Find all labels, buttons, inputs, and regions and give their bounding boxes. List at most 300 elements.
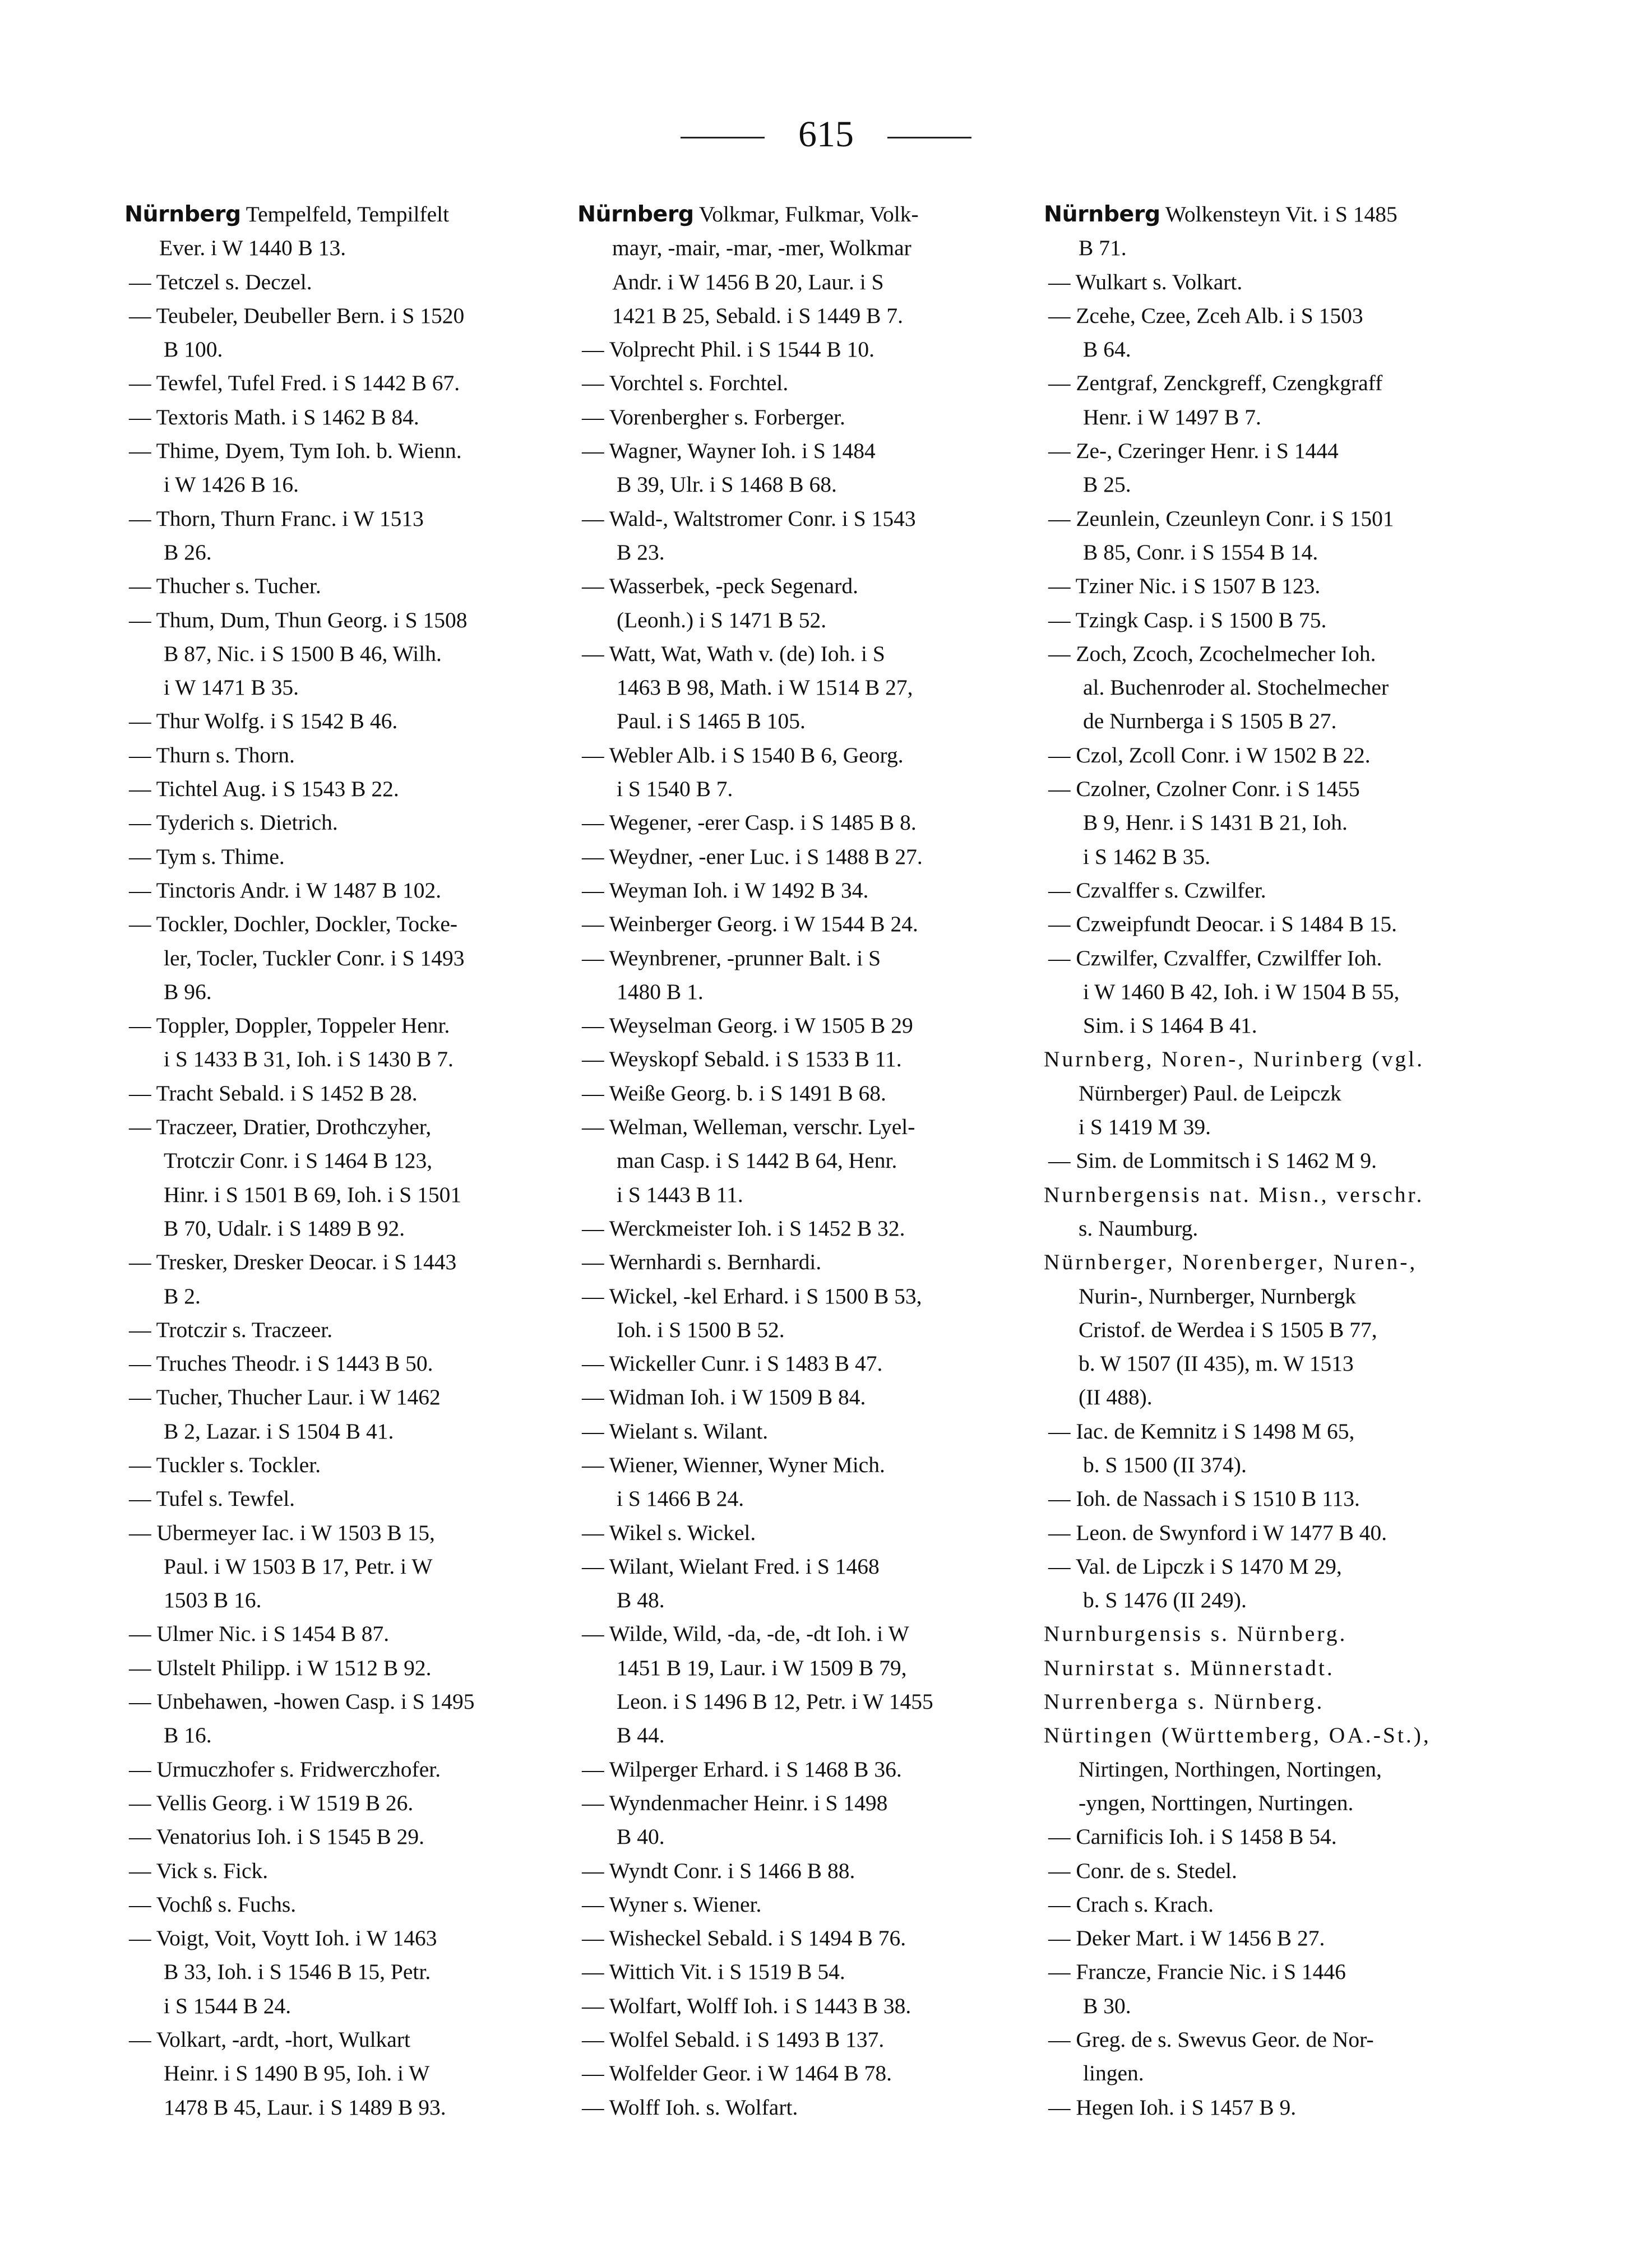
- index-entry: [577, 1245, 1043, 1279]
- entry-line: [582, 873, 1043, 907]
- entry-continuation: [129, 975, 576, 1009]
- entry-text: B 100.: [164, 337, 223, 362]
- entry-text: Cristof. de Werdea i S 1505 B 77,: [1079, 1317, 1377, 1342]
- entry-text: — Sim. de Lommitsch i S 1462 M 9.: [1048, 1148, 1377, 1173]
- entry-continuation: [582, 1583, 1043, 1617]
- entry-continuation: [124, 231, 576, 265]
- index-entry: [124, 840, 576, 873]
- entry-text: — Traczeer, Dratier, Drothczyher,: [129, 1114, 432, 1140]
- entry-text: (II 488).: [1079, 1385, 1153, 1410]
- entry-line: [1048, 603, 1503, 637]
- entry-text: — Wolfelder Geor. i W 1464 B 78.: [582, 2061, 892, 2086]
- entry-text: B 33, Ioh. i S 1546 B 15, Petr.: [164, 1959, 431, 1985]
- entry-line: [582, 1921, 1043, 1955]
- entry-text: — Conr. de s. Stedel.: [1048, 1858, 1237, 1883]
- entry-text: — Wittich Vit. i S 1519 B 54.: [582, 1959, 845, 1985]
- index-entry: [124, 265, 576, 299]
- entry-text: — Zentgraf, Zenckgreff, Czengkgraff: [1048, 371, 1383, 396]
- entry-continuation: [129, 941, 576, 975]
- entry-line: [582, 569, 1043, 603]
- entry-text: — Wikel s. Wickel.: [582, 1520, 756, 1545]
- index-entry: [577, 197, 1043, 332]
- entry-line: [124, 197, 576, 231]
- entry-line: [129, 603, 576, 637]
- index-entry: [577, 332, 1043, 366]
- entry-line: [129, 1313, 576, 1347]
- entry-line: [582, 1550, 1043, 1583]
- header-rule-right: [887, 137, 971, 138]
- entry-text: — Thum, Dum, Thun Georg. i S 1508: [129, 607, 468, 632]
- entry-continuation: [129, 332, 576, 366]
- index-entry: [124, 1921, 576, 2023]
- entry-text: Ioh. i S 1500 B 52.: [617, 1317, 785, 1342]
- entry-line: [582, 1989, 1043, 2023]
- entry-text: — Wickeller Cunr. i S 1483 B 47.: [582, 1351, 883, 1376]
- index-entry: [1044, 1414, 1503, 1482]
- entry-text: Sim. i S 1464 B 41.: [1083, 1013, 1257, 1038]
- entry-text: Andr. i W 1456 B 20, Laur. i S: [612, 269, 884, 294]
- entry-text: mayr, -mair, -mar, -mer, Wolkmar: [612, 235, 911, 261]
- entry-text: 1463 B 98, Math. i W 1514 B 27,: [617, 675, 913, 700]
- index-entry: [1044, 434, 1503, 502]
- entry-line: [582, 434, 1043, 468]
- index-entry: [124, 907, 576, 1009]
- entry-continuation: [1048, 468, 1503, 501]
- index-entry: [124, 1651, 576, 1685]
- entry-line: [129, 1076, 576, 1110]
- entry-text: i S 1433 B 31, Ioh. i S 1430 B 7.: [164, 1047, 454, 1072]
- entry-text: — Wyndt Conr. i S 1466 B 88.: [582, 1858, 855, 1883]
- index-entry: [1044, 1888, 1503, 1921]
- entry-text: — Weinberger Georg. i W 1544 B 24.: [582, 912, 918, 937]
- entry-continuation: [129, 1144, 576, 1177]
- entry-text: i S 1462 B 35.: [1083, 844, 1211, 869]
- index-entry: [577, 1955, 1043, 1988]
- entry-continuation: [582, 975, 1043, 1009]
- entry-continuation: [129, 1414, 576, 1448]
- entry-line: [1048, 873, 1503, 907]
- entry-line: [129, 772, 576, 806]
- index-entry: [577, 366, 1043, 400]
- entry-text: s. Naumburg.: [1079, 1215, 1198, 1241]
- entry-line: [582, 2056, 1043, 2090]
- entry-text: — Wisheckel Sebald. i S 1494 B 76.: [582, 1926, 906, 1951]
- entry-text: Nürnberger) Paul. de Leipczk: [1079, 1080, 1341, 1106]
- entry-text: Nurnburgensis s. Nürnberg.: [1044, 1621, 1348, 1646]
- entry-text: — Wulkart s. Volkart.: [1048, 269, 1243, 294]
- entry-text: — Leon. de Swynford i W 1477 B 40.: [1048, 1520, 1387, 1545]
- entry-line: [129, 738, 576, 772]
- entry-line: [1048, 1888, 1503, 1921]
- entry-text: Wolkensteyn Vit. i S 1485: [1160, 202, 1398, 226]
- index-entry: [577, 1042, 1043, 1076]
- entry-line: [129, 1110, 576, 1144]
- entry-text: B 26.: [164, 539, 212, 565]
- entry-continuation: [582, 1718, 1043, 1752]
- index-entry: [124, 1854, 576, 1888]
- entry-text: — Tyderich s. Dietrich.: [129, 810, 338, 835]
- entry-text: — Zeunlein, Czeunleyn Conr. i S 1501: [1048, 506, 1394, 531]
- entry-text: — Weyskopf Sebald. i S 1533 B 11.: [582, 1047, 902, 1072]
- entry-text: — Wolfel Sebald. i S 1493 B 137.: [582, 2027, 885, 2052]
- entry-text: — Weydner, -ener Luc. i S 1488 B 27.: [582, 844, 923, 869]
- entry-text: — Thorn, Thurn Franc. i W 1513: [129, 506, 424, 531]
- column-left: [124, 197, 576, 2124]
- index-entry: [124, 772, 576, 806]
- entry-text: Nirtingen, Northingen, Nortingen,: [1079, 1756, 1382, 1782]
- entry-text: — Tinctoris Andr. i W 1487 B 102.: [129, 877, 442, 903]
- entry-line: [582, 366, 1043, 400]
- entry-text: — Ubermeyer Iac. i W 1503 B 15,: [129, 1520, 435, 1545]
- entry-line: [1048, 907, 1503, 941]
- entry-line: [1048, 1144, 1503, 1177]
- index-entry: [1044, 1245, 1503, 1414]
- entry-line: [582, 400, 1043, 434]
- entry-line: [582, 1854, 1043, 1888]
- page-header: [0, 112, 1652, 157]
- entry-continuation: [1048, 2056, 1503, 2090]
- entry-line: [1048, 265, 1503, 299]
- entry-continuation: [1044, 1279, 1503, 1313]
- index-entry: [577, 1211, 1043, 1245]
- entry-line: [1048, 1854, 1503, 1888]
- entry-line: [129, 434, 576, 468]
- entry-text: B 96.: [164, 979, 212, 1004]
- entry-text: — Wilde, Wild, -da, -de, -dt Ioh. i W: [582, 1621, 909, 1646]
- index-entry: [577, 907, 1043, 941]
- entry-continuation: [129, 1279, 576, 1313]
- entry-text: Nürtingen (Württemberg, OA.-St.),: [1044, 1723, 1431, 1748]
- index-entry: [577, 434, 1043, 502]
- entry-text: — Volkart, -ardt, -hort, Wulkart: [129, 2027, 410, 2052]
- entry-text: — Czol, Zcoll Conr. i W 1502 B 22.: [1048, 742, 1371, 767]
- entry-continuation: [129, 535, 576, 569]
- entry-text: — Vochß s. Fuchs.: [129, 1891, 297, 1917]
- entry-text: — Tuckler s. Tockler.: [129, 1452, 321, 1477]
- entry-continuation: [577, 265, 1043, 299]
- entry-text: B 16.: [164, 1723, 212, 1748]
- entry-line: [129, 840, 576, 873]
- index-entry: [577, 1076, 1043, 1110]
- index-entry: [577, 1347, 1043, 1380]
- entry-line: [1048, 2090, 1503, 2124]
- entry-line: [1048, 772, 1503, 806]
- entry-text: Nurin-, Nurnberger, Nurnbergk: [1079, 1283, 1356, 1308]
- entry-line: [1048, 1516, 1503, 1550]
- entry-text: B 71.: [1079, 235, 1127, 261]
- index-entry: [577, 1448, 1043, 1516]
- entry-line: [582, 1042, 1043, 1076]
- entry-text: — Volprecht Phil. i S 1544 B 10.: [582, 337, 874, 362]
- entry-continuation: [1044, 1211, 1503, 1245]
- entry-continuation: [129, 2056, 576, 2090]
- index-entry: [124, 1009, 576, 1076]
- entry-text: — Tzingk Casp. i S 1500 B 75.: [1048, 607, 1327, 632]
- entry-text: i W 1426 B 16.: [164, 472, 299, 497]
- entry-text: — Czvalffer s. Czwilfer.: [1048, 877, 1266, 903]
- entry-text: Tempelfeld, Tempilfelt: [240, 202, 450, 226]
- entry-line: [582, 1110, 1043, 1144]
- entry-text: — Tockler, Dochler, Dockler, Tocke-: [129, 912, 458, 937]
- entry-text: b. S 1500 (II 374).: [1083, 1452, 1247, 1477]
- entry-line: [129, 1786, 576, 1820]
- entry-line: [129, 1854, 576, 1888]
- entry-text: b. S 1476 (II 249).: [1083, 1588, 1247, 1613]
- entry-continuation: [582, 535, 1043, 569]
- entry-text: man Casp. i S 1442 B 64, Henr.: [617, 1148, 897, 1173]
- entry-continuation: [1048, 670, 1503, 704]
- entry-continuation: [1044, 1313, 1503, 1347]
- entry-text: Nurrenberga s. Nürnberg.: [1044, 1689, 1325, 1714]
- entry-line: [1048, 569, 1503, 603]
- entry-line: [129, 265, 576, 299]
- entry-text: B 25.: [1083, 472, 1131, 497]
- entry-continuation: [582, 1178, 1043, 1211]
- index-entry: [1044, 197, 1503, 265]
- entry-text: Paul. i W 1503 B 17, Petr. i W: [164, 1553, 433, 1579]
- entry-line: [129, 1752, 576, 1786]
- index-entry: [1044, 1144, 1503, 1177]
- entry-continuation: [129, 1583, 576, 1617]
- index-entry: [124, 400, 576, 434]
- index-entry: [1044, 569, 1503, 603]
- entry-text: — Wagner, Wayner Ioh. i S 1484: [582, 438, 876, 464]
- entry-text: — Voigt, Voit, Voytt Ioh. i W 1463: [129, 1926, 437, 1951]
- index-entry: [1044, 1042, 1503, 1144]
- index-entry: [124, 1110, 576, 1245]
- entry-text: ler, Tocler, Tuckler Conr. i S 1493: [164, 945, 465, 970]
- entry-line: [1048, 738, 1503, 772]
- index-entry: [577, 1279, 1043, 1347]
- entry-text: — Hegen Ioh. i S 1457 B 9.: [1048, 2094, 1297, 2120]
- entry-line: [129, 1380, 576, 1414]
- entry-text: — Tracht Sebald. i S 1452 B 28.: [129, 1080, 418, 1106]
- entry-text: — Weyman Ioh. i W 1492 B 34.: [582, 877, 869, 903]
- entry-continuation: [129, 1989, 576, 2023]
- index-entry: [577, 806, 1043, 839]
- entry-text: — Urmuczhofer s. Fridwerczhofer.: [129, 1756, 441, 1782]
- entry-continuation: [129, 670, 576, 704]
- entry-line: [1044, 197, 1503, 231]
- entry-text: Heinr. i S 1490 B 95, Ioh. i W: [164, 2061, 430, 2086]
- entry-text: al. Buchenroder al. Stochelmecher: [1083, 675, 1389, 700]
- entry-continuation: [1044, 231, 1503, 265]
- entry-text: — Weynbrener, -prunner Balt. i S: [582, 945, 881, 970]
- entry-text: — Wyndenmacher Heinr. i S 1498: [582, 1790, 888, 1815]
- entry-line: [129, 366, 576, 400]
- entry-line: [582, 1888, 1043, 1921]
- entry-text: Leon. i S 1496 B 12, Petr. i W 1455: [617, 1689, 933, 1714]
- index-entry: [124, 806, 576, 839]
- index-entry: [1044, 1178, 1503, 1246]
- entry-text: Trotczir Conr. i S 1464 B 123,: [164, 1148, 433, 1173]
- index-entry: [577, 637, 1043, 738]
- entry-text: de Nurnberga i S 1505 B 27.: [1083, 709, 1337, 734]
- index-entry: [577, 569, 1043, 637]
- entry-line: [1048, 1921, 1503, 1955]
- entry-line: [577, 197, 1043, 231]
- entry-text: Henr. i W 1497 B 7.: [1083, 404, 1261, 429]
- index-entry: [577, 1752, 1043, 1786]
- entry-line: [582, 806, 1043, 839]
- entry-text: i S 1466 B 24.: [617, 1486, 744, 1511]
- entry-line: [129, 704, 576, 738]
- entry-text: — Tresker, Dresker Deocar. i S 1443: [129, 1250, 457, 1275]
- entry-continuation: [582, 468, 1043, 501]
- entry-text: — Wickel, -kel Erhard. i S 1500 B 53,: [582, 1283, 922, 1308]
- index-entry: [577, 400, 1043, 434]
- index-entry: [577, 1786, 1043, 1854]
- entry-text: B 64.: [1083, 337, 1131, 362]
- index-entry: [1044, 1718, 1503, 1820]
- entry-text: — Crach s. Krach.: [1048, 1891, 1214, 1917]
- entry-line: [582, 1076, 1043, 1110]
- entry-line: [129, 907, 576, 941]
- entry-text: 1478 B 45, Laur. i S 1489 B 93.: [164, 2094, 446, 2120]
- entry-text: i S 1544 B 24.: [164, 1993, 291, 2018]
- entry-continuation: [582, 670, 1043, 704]
- index-entry: [577, 1110, 1043, 1211]
- entry-line: [1048, 299, 1503, 332]
- index-entry: [124, 1245, 576, 1313]
- entry-text: — Ioh. de Nassach i S 1510 B 113.: [1048, 1486, 1360, 1511]
- entry-text: B 70, Udalr. i S 1489 B 92.: [164, 1215, 405, 1241]
- index-entry: [124, 1448, 576, 1482]
- entry-text: — Iac. de Kemnitz i S 1498 M 65,: [1048, 1418, 1355, 1444]
- entry-continuation: [577, 231, 1043, 265]
- index-entry: [577, 1989, 1043, 2023]
- index-entry: [124, 434, 576, 502]
- entry-text: — Thime, Dyem, Tym Ioh. b. Wienn.: [129, 438, 462, 464]
- index-entry: [577, 1550, 1043, 1617]
- entry-lemma: Nürnberg: [1044, 201, 1160, 227]
- entry-text: — Val. de Lipczk i S 1470 M 29,: [1048, 1553, 1342, 1579]
- entry-line: [1044, 1718, 1503, 1752]
- entry-line: [1048, 1955, 1503, 1988]
- entry-text: — Tym s. Thime.: [129, 844, 285, 869]
- entry-continuation: [582, 1144, 1043, 1177]
- entry-line: [582, 1752, 1043, 1786]
- entry-text: — Werckmeister Ioh. i S 1452 B 32.: [582, 1215, 905, 1241]
- entry-text: — Thur Wolfg. i S 1542 B 46.: [129, 709, 398, 734]
- index-entry: [1044, 502, 1503, 570]
- entry-line: [582, 1617, 1043, 1650]
- entry-continuation: [1048, 806, 1503, 839]
- entry-continuation: [129, 1955, 576, 1988]
- entry-text: i W 1460 B 42, Ioh. i W 1504 B 55,: [1083, 979, 1400, 1004]
- entry-line: [1048, 434, 1503, 468]
- index-entry: [1044, 907, 1503, 941]
- entry-text: — Ze-, Czeringer Henr. i S 1444: [1048, 438, 1339, 464]
- entry-continuation: [129, 468, 576, 501]
- entry-text: — Wielant s. Wilant.: [582, 1418, 769, 1444]
- entry-text: — Vorchtel s. Forchtel.: [582, 371, 789, 396]
- entry-text: — Venatorius Ioh. i S 1545 B 29.: [129, 1824, 425, 1849]
- entry-line: [1048, 941, 1503, 975]
- index-entry: [1044, 1955, 1503, 2023]
- index-entry: [124, 1752, 576, 1786]
- entry-line: [1048, 502, 1503, 535]
- entry-lemma: Nürnberg: [124, 201, 241, 227]
- entry-line: [582, 738, 1043, 772]
- entry-continuation: [582, 603, 1043, 637]
- index-entry: [1044, 941, 1503, 1043]
- entry-line: [129, 400, 576, 434]
- entry-line: [1048, 1550, 1503, 1583]
- entry-line: [1044, 1685, 1503, 1718]
- entry-text: — Wasserbek, -peck Segenard.: [582, 574, 858, 599]
- entry-text: — Tewfel, Tufel Fred. i S 1442 B 67.: [129, 371, 460, 396]
- entry-text: — Textoris Math. i S 1462 B 84.: [129, 404, 419, 429]
- index-entry: [1044, 1482, 1503, 1515]
- entry-line: [582, 1380, 1043, 1414]
- entry-text: B 30.: [1083, 1993, 1131, 2018]
- index-entry: [124, 299, 576, 367]
- entry-text: Hinr. i S 1501 B 69, Ioh. i S 1501: [164, 1182, 462, 1207]
- entry-text: — Welman, Welleman, verschr. Lyel-: [582, 1114, 915, 1140]
- entry-continuation: [1048, 332, 1503, 366]
- entry-line: [129, 299, 576, 332]
- index-entry: [577, 1617, 1043, 1752]
- entry-line: [582, 907, 1043, 941]
- entry-line: [129, 1921, 576, 1955]
- entry-text: — Wald-, Waltstromer Conr. i S 1543: [582, 506, 916, 531]
- entry-text: B 2, Lazar. i S 1504 B 41.: [164, 1418, 394, 1444]
- entry-text: — Vorenbergher s. Forberger.: [582, 404, 845, 429]
- entry-continuation: [577, 299, 1043, 332]
- index-entry: [124, 1313, 576, 1347]
- entry-line: [129, 1347, 576, 1380]
- entry-line: [129, 1617, 576, 1650]
- entry-text: B 9, Henr. i S 1431 B 21, Ioh.: [1083, 810, 1348, 835]
- entry-text: — Weiße Georg. b. i S 1491 B 68.: [582, 1080, 886, 1106]
- index-entry: [577, 1009, 1043, 1042]
- index-entry: [1044, 366, 1503, 434]
- entry-continuation: [1044, 1752, 1503, 1786]
- index-entry: [124, 1786, 576, 1820]
- index-entry: [124, 2023, 576, 2124]
- entry-text: Nürnberger, Norenberger, Nuren-,: [1044, 1250, 1418, 1275]
- index-entry: [1044, 1617, 1503, 1650]
- index-entry: [577, 2023, 1043, 2056]
- index-entry: [577, 1414, 1043, 1448]
- entry-text: — Tucher, Thucher Laur. i W 1462: [129, 1385, 441, 1410]
- entry-text: — Toppler, Doppler, Toppeler Henr.: [129, 1013, 450, 1038]
- index-entry: [1044, 1516, 1503, 1550]
- entry-text: — Wolfart, Wolff Ioh. i S 1443 B 38.: [582, 1993, 911, 2018]
- entry-text: — Deker Mart. i W 1456 B 27.: [1048, 1926, 1325, 1951]
- entry-continuation: [1048, 975, 1503, 1009]
- entry-text: — Tichtel Aug. i S 1543 B 22.: [129, 776, 399, 802]
- index-entry: [1044, 2023, 1503, 2090]
- index-entry: [124, 603, 576, 705]
- index-entry: [1044, 1854, 1503, 1888]
- entry-text: i W 1471 B 35.: [164, 675, 299, 700]
- index-entry: [577, 502, 1043, 570]
- entry-text: — Thucher s. Tucher.: [129, 574, 321, 599]
- index-entry: [1044, 637, 1503, 738]
- entry-continuation: [129, 1042, 576, 1076]
- entry-text: 1503 B 16.: [164, 1588, 262, 1613]
- entry-continuation: [1044, 1786, 1503, 1820]
- entry-text: — Francze, Francie Nic. i S 1446: [1048, 1959, 1346, 1985]
- entry-text: — Zcehe, Czee, Zceh Alb. i S 1503: [1048, 303, 1363, 328]
- entry-lemma: Nürnberg: [577, 201, 694, 227]
- entry-text: — Wyner s. Wiener.: [582, 1891, 762, 1917]
- entry-continuation: [129, 637, 576, 670]
- entry-text: B 44.: [617, 1723, 665, 1748]
- entry-text: B 87, Nic. i S 1500 B 46, Wilh.: [164, 641, 442, 666]
